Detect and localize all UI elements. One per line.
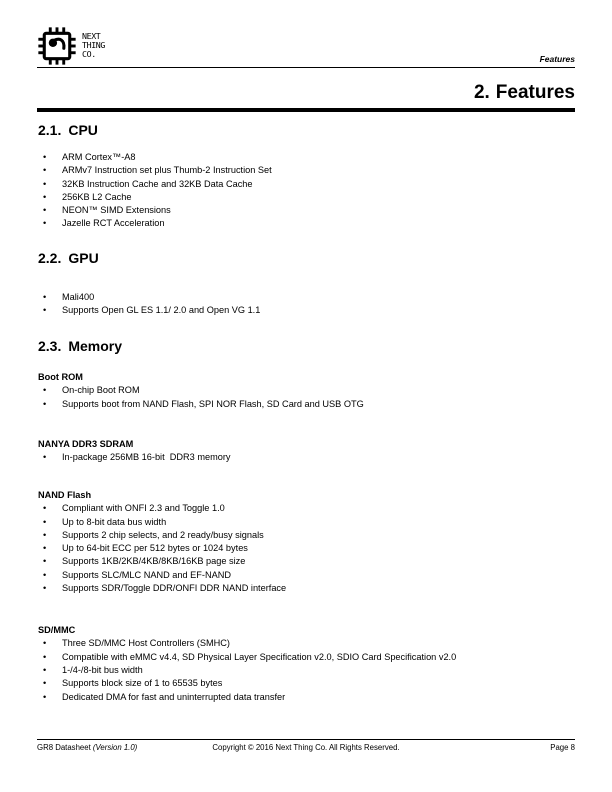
list-item: • Jazelle RCT Acceleration	[38, 217, 575, 230]
bullet-list-ddr3-sdram	[38, 451, 575, 464]
list-item: • Supports block size of 1 to 65535 bytes	[38, 677, 575, 690]
list-item: • Mali400	[38, 291, 575, 304]
footer-copyright: Copyright © 2016 Next Thing Co. All Rights Reserved.	[212, 743, 400, 752]
subsection-heading-ddr3-sdram: NANYA DDR3 SDRAM	[38, 438, 134, 449]
list-item: • Compatible with eMMC v4.4, SD Physical Layer Specification v2.0, SDIO Card Specification v2.0	[38, 651, 575, 664]
list-item: • ARM Cortex™-A8	[38, 151, 575, 164]
list-item: • On-chip Boot ROM	[38, 384, 575, 397]
section-number: 2.1.	[38, 122, 62, 138]
section-title: GPU	[68, 249, 99, 266]
logo-line: NEXT	[82, 31, 101, 41]
header-divider	[37, 67, 575, 68]
chip-logo-icon	[37, 26, 77, 66]
section-heading-gpu	[38, 250, 575, 267]
bullet-list-sd-mmc	[38, 637, 575, 703]
list-item: • 256KB L2 Cache	[38, 191, 575, 204]
footer-page-number: Page 8	[550, 743, 575, 752]
list-item: • 1-/4-/8-bit bus width	[38, 664, 575, 677]
list-item: • Compliant with ONFI 2.3 and Toggle 1.0	[38, 502, 575, 515]
bullet-list-boot-rom	[38, 384, 575, 411]
list-item: • ARMv7 Instruction set plus Thumb-2 Instruction Set	[38, 164, 575, 177]
list-item: • Up to 64-bit ECC per 512 bytes or 1024 bytes	[38, 542, 575, 555]
list-item: • Up to 8-bit data bus width	[38, 516, 575, 529]
list-item: • 32KB Instruction Cache and 32KB Data Cache	[38, 178, 575, 191]
list-item: • Supports 1KB/2KB/4KB/8KB/16KB page size	[38, 555, 575, 568]
logo-line: CO.	[82, 48, 96, 59]
footer-divider	[37, 739, 575, 740]
section-heading-cpu	[38, 122, 575, 139]
list-item: • Supports Open GL ES 1.1/ 2.0 and Open VG 1.1	[38, 304, 575, 317]
list-item: • NEON™ SIMD Extensions	[38, 204, 575, 217]
list-item: • Supports SDR/Toggle DDR/ONFI DDR NAND interface	[38, 582, 575, 595]
list-item: • Dedicated DMA for fast and uninterrupted data transfer	[38, 691, 575, 704]
page-footer	[37, 743, 575, 753]
page-title	[474, 81, 575, 105]
running-header-title: Features	[539, 54, 575, 64]
bullet-list-gpu	[38, 291, 575, 318]
title-divider	[37, 108, 575, 112]
list-item: • Supports SLC/MLC NAND and EF-NAND	[38, 569, 575, 582]
subsection-heading-nand-flash: NAND Flash	[38, 490, 92, 501]
list-item: • In-package 256MB 16-bit DDR3 memory	[38, 451, 575, 464]
list-item: • Supports 2 chip selects, and 2 ready/busy signals	[38, 529, 575, 542]
footer-document-title	[37, 743, 186, 753]
bullet-list-cpu	[38, 151, 575, 231]
section-title: CPU	[68, 122, 98, 138]
company-name	[82, 32, 105, 66]
section-heading-memory	[38, 338, 575, 355]
subsection-heading-boot-rom: Boot ROM	[38, 372, 83, 383]
footer-doc-name: GR8 Datasheet	[37, 743, 91, 752]
list-item: • Supports boot from NAND Flash, SPI NOR Flash, SD Card and USB OTG	[38, 398, 575, 411]
footer-doc-version: (Version 1.0)	[92, 743, 138, 752]
section-number: 2.3.	[38, 338, 62, 355]
list-item: • Three SD/MMC Host Controllers (SMHC)	[38, 637, 575, 650]
page-title-number: 2.	[473, 82, 490, 103]
logo-line: THING	[82, 39, 105, 50]
page-body	[38, 118, 575, 704]
section-number: 2.2.	[38, 249, 62, 266]
bullet-list-nand-flash	[38, 502, 575, 595]
section-title: Memory	[68, 338, 123, 355]
company-logo	[37, 26, 105, 66]
page-title-text: Features	[495, 82, 575, 103]
subsection-heading-sd-mmc: SD/MMC	[38, 625, 76, 636]
